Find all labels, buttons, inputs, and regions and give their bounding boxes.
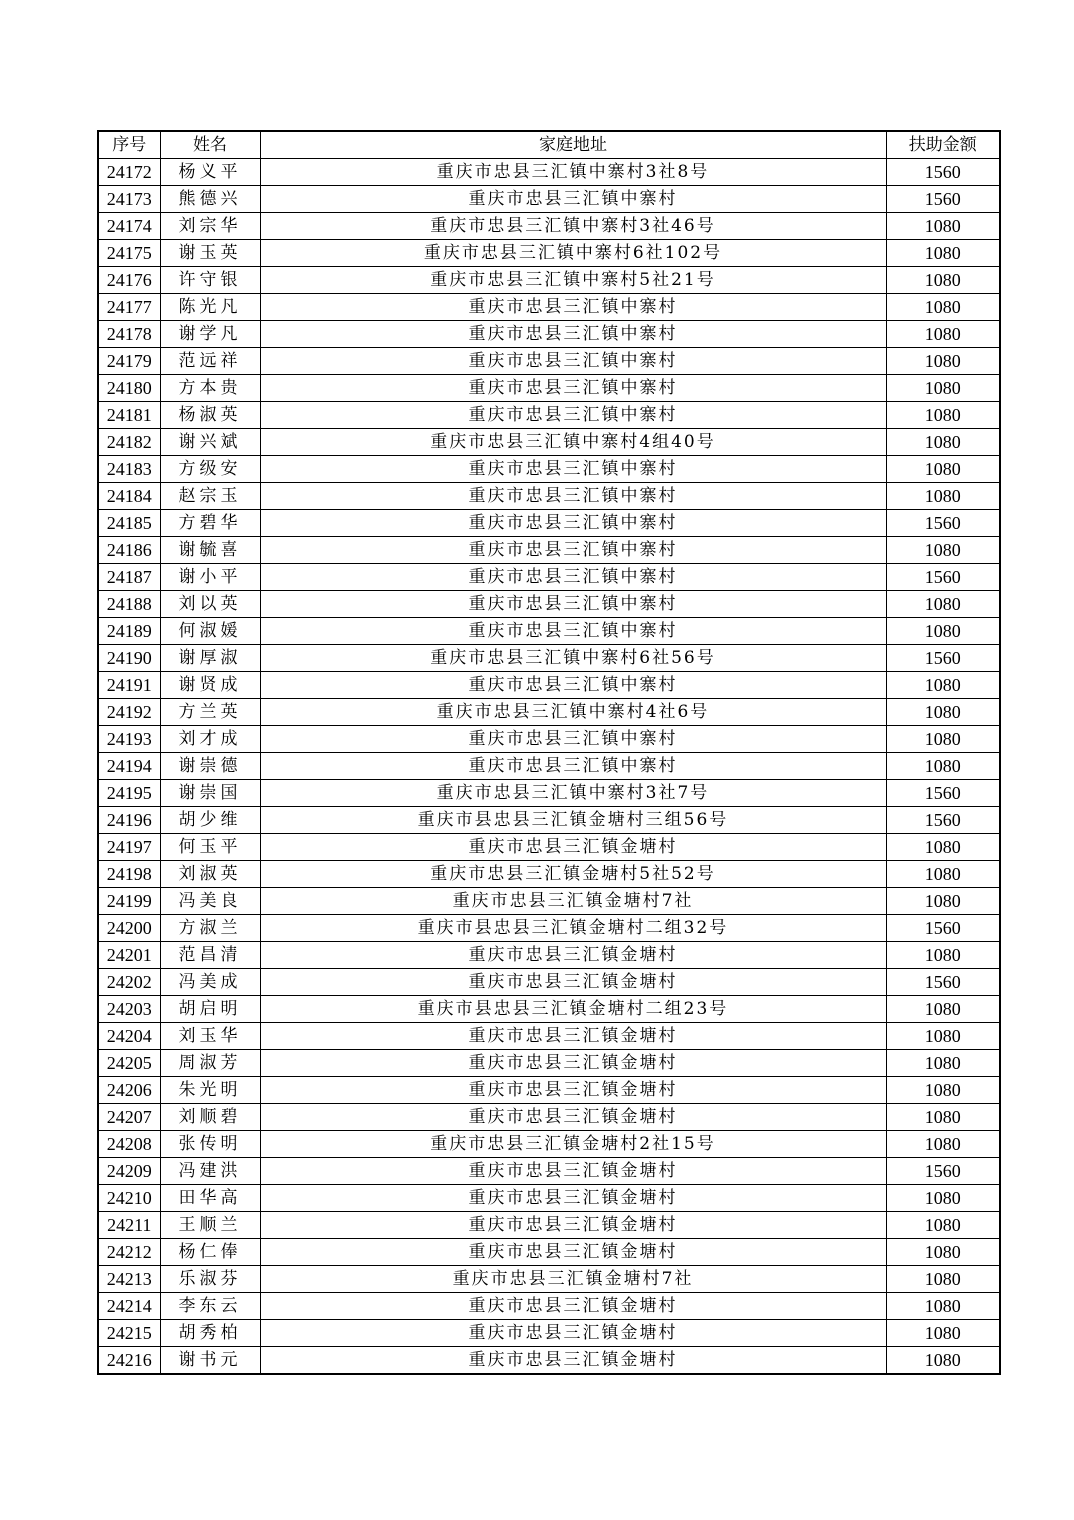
cell-serial: 24181	[98, 402, 160, 429]
cell-serial: 24206	[98, 1077, 160, 1104]
cell-address: 重庆市忠县三汇镇中寨村	[260, 483, 886, 510]
cell-serial: 24185	[98, 510, 160, 537]
cell-name: 谢兴斌	[160, 429, 260, 456]
cell-address: 重庆市忠县三汇镇中寨村3社8号	[260, 159, 886, 186]
cell-address: 重庆市忠县三汇镇中寨村6社102号	[260, 240, 886, 267]
cell-address: 重庆市忠县三汇镇中寨村3社7号	[260, 780, 886, 807]
cell-serial: 24199	[98, 888, 160, 915]
cell-serial: 24203	[98, 996, 160, 1023]
cell-name: 谢学凡	[160, 321, 260, 348]
cell-serial: 24183	[98, 456, 160, 483]
header-serial: 序号	[98, 131, 160, 159]
cell-serial: 24192	[98, 699, 160, 726]
cell-name: 王顺兰	[160, 1212, 260, 1239]
table-row	[98, 672, 1000, 699]
table-row	[98, 888, 1000, 915]
cell-name: 刘宗华	[160, 213, 260, 240]
cell-amount: 1560	[886, 159, 1000, 186]
cell-serial: 24195	[98, 780, 160, 807]
cell-address: 重庆市忠县三汇镇中寨村	[260, 564, 886, 591]
cell-serial: 24200	[98, 915, 160, 942]
table-row	[98, 1023, 1000, 1050]
table-row	[98, 1104, 1000, 1131]
cell-amount: 1080	[886, 1239, 1000, 1266]
cell-amount: 1080	[886, 294, 1000, 321]
cell-amount: 1080	[886, 1023, 1000, 1050]
cell-serial: 24191	[98, 672, 160, 699]
cell-amount: 1080	[886, 1104, 1000, 1131]
cell-address: 重庆市忠县三汇镇金塘村	[260, 1239, 886, 1266]
cell-amount: 1080	[886, 240, 1000, 267]
cell-name: 胡少维	[160, 807, 260, 834]
header-amount: 扶助金额	[886, 131, 1000, 159]
cell-serial: 24213	[98, 1266, 160, 1293]
cell-name: 谢玉英	[160, 240, 260, 267]
cell-amount: 1080	[886, 348, 1000, 375]
cell-address: 重庆市县忠县三汇镇金塘村二组32号	[260, 915, 886, 942]
cell-name: 乐淑芬	[160, 1266, 260, 1293]
cell-serial: 24174	[98, 213, 160, 240]
cell-amount: 1080	[886, 942, 1000, 969]
table-row	[98, 429, 1000, 456]
table-row	[98, 267, 1000, 294]
cell-name: 谢毓喜	[160, 537, 260, 564]
table-row	[98, 726, 1000, 753]
cell-amount: 1080	[886, 1266, 1000, 1293]
cell-name: 冯美良	[160, 888, 260, 915]
table-row	[98, 915, 1000, 942]
cell-address: 重庆市忠县三汇镇中寨村	[260, 618, 886, 645]
table-row	[98, 321, 1000, 348]
cell-address: 重庆市忠县三汇镇中寨村4社6号	[260, 699, 886, 726]
cell-name: 方级安	[160, 456, 260, 483]
header-name: 姓名	[160, 131, 260, 159]
cell-serial: 24215	[98, 1320, 160, 1347]
table-row	[98, 456, 1000, 483]
table-row	[98, 564, 1000, 591]
cell-amount: 1080	[886, 834, 1000, 861]
cell-amount: 1080	[886, 591, 1000, 618]
cell-name: 方本贵	[160, 375, 260, 402]
cell-name: 冯美成	[160, 969, 260, 996]
table-row	[98, 1347, 1000, 1375]
cell-name: 赵宗玉	[160, 483, 260, 510]
cell-amount: 1080	[886, 456, 1000, 483]
cell-serial: 24207	[98, 1104, 160, 1131]
cell-amount: 1080	[886, 861, 1000, 888]
table-row	[98, 1050, 1000, 1077]
cell-amount: 1080	[886, 537, 1000, 564]
table-row	[98, 537, 1000, 564]
cell-address: 重庆市忠县三汇镇中寨村	[260, 375, 886, 402]
cell-name: 范昌清	[160, 942, 260, 969]
cell-serial: 24190	[98, 645, 160, 672]
table-row	[98, 1293, 1000, 1320]
cell-serial: 24189	[98, 618, 160, 645]
cell-address: 重庆市忠县三汇镇中寨村	[260, 294, 886, 321]
cell-name: 冯建洪	[160, 1158, 260, 1185]
cell-name: 何玉平	[160, 834, 260, 861]
cell-amount: 1560	[886, 564, 1000, 591]
cell-serial: 24201	[98, 942, 160, 969]
cell-serial: 24198	[98, 861, 160, 888]
table-row	[98, 483, 1000, 510]
table-row	[98, 1131, 1000, 1158]
cell-name: 刘才成	[160, 726, 260, 753]
cell-serial: 24211	[98, 1212, 160, 1239]
cell-serial: 24209	[98, 1158, 160, 1185]
table-row	[98, 834, 1000, 861]
table-header-row	[98, 131, 1000, 159]
cell-name: 刘玉华	[160, 1023, 260, 1050]
cell-address: 重庆市忠县三汇镇中寨村	[260, 402, 886, 429]
cell-amount: 1080	[886, 672, 1000, 699]
table-row	[98, 1158, 1000, 1185]
cell-serial: 24197	[98, 834, 160, 861]
table-row	[98, 1077, 1000, 1104]
cell-amount: 1560	[886, 510, 1000, 537]
cell-address: 重庆市县忠县三汇镇金塘村二组23号	[260, 996, 886, 1023]
subsidy-table	[97, 130, 1001, 1375]
table-row	[98, 699, 1000, 726]
cell-amount: 1080	[886, 699, 1000, 726]
cell-address: 重庆市忠县三汇镇中寨村	[260, 321, 886, 348]
cell-address: 重庆市忠县三汇镇金塘村	[260, 1023, 886, 1050]
cell-address: 重庆市忠县三汇镇中寨村	[260, 591, 886, 618]
cell-address: 重庆市忠县三汇镇中寨村6社56号	[260, 645, 886, 672]
header-address: 家庭地址	[260, 131, 886, 159]
cell-serial: 24205	[98, 1050, 160, 1077]
cell-serial: 24176	[98, 267, 160, 294]
cell-name: 杨淑英	[160, 402, 260, 429]
cell-serial: 24210	[98, 1185, 160, 1212]
cell-serial: 24182	[98, 429, 160, 456]
cell-amount: 1080	[886, 1293, 1000, 1320]
cell-serial: 24193	[98, 726, 160, 753]
cell-amount: 1560	[886, 915, 1000, 942]
cell-name: 杨义平	[160, 159, 260, 186]
cell-name: 朱光明	[160, 1077, 260, 1104]
cell-address: 重庆市忠县三汇镇中寨村	[260, 672, 886, 699]
table-row	[98, 996, 1000, 1023]
cell-name: 方碧华	[160, 510, 260, 537]
cell-name: 谢崇国	[160, 780, 260, 807]
cell-amount: 1080	[886, 1185, 1000, 1212]
table-row	[98, 753, 1000, 780]
table-row	[98, 159, 1000, 186]
cell-amount: 1560	[886, 645, 1000, 672]
cell-amount: 1080	[886, 618, 1000, 645]
cell-amount: 1560	[886, 807, 1000, 834]
cell-address: 重庆市忠县三汇镇中寨村	[260, 348, 886, 375]
cell-address: 重庆市忠县三汇镇金塘村	[260, 942, 886, 969]
cell-serial: 24173	[98, 186, 160, 213]
cell-address: 重庆市忠县三汇镇金塘村	[260, 1347, 886, 1375]
cell-address: 重庆市忠县三汇镇金塘村2社15号	[260, 1131, 886, 1158]
cell-serial: 24214	[98, 1293, 160, 1320]
cell-serial: 24179	[98, 348, 160, 375]
cell-serial: 24187	[98, 564, 160, 591]
table-row	[98, 618, 1000, 645]
cell-address: 重庆市忠县三汇镇金塘村	[260, 1077, 886, 1104]
cell-name: 方淑兰	[160, 915, 260, 942]
cell-address: 重庆市忠县三汇镇金塘村7社	[260, 888, 886, 915]
cell-address: 重庆市忠县三汇镇金塘村	[260, 969, 886, 996]
cell-amount: 1080	[886, 1212, 1000, 1239]
table-row	[98, 1212, 1000, 1239]
table-row	[98, 213, 1000, 240]
cell-address: 重庆市忠县三汇镇中寨村	[260, 753, 886, 780]
table-row	[98, 510, 1000, 537]
cell-name: 刘淑英	[160, 861, 260, 888]
cell-name: 谢崇德	[160, 753, 260, 780]
cell-address: 重庆市忠县三汇镇金塘村	[260, 1158, 886, 1185]
table-row	[98, 807, 1000, 834]
cell-amount: 1080	[886, 267, 1000, 294]
table-row	[98, 1320, 1000, 1347]
cell-amount: 1560	[886, 969, 1000, 996]
cell-amount: 1080	[886, 429, 1000, 456]
cell-serial: 24178	[98, 321, 160, 348]
cell-address: 重庆市忠县三汇镇金塘村	[260, 834, 886, 861]
table-row	[98, 348, 1000, 375]
cell-name: 杨仁俸	[160, 1239, 260, 1266]
cell-name: 张传明	[160, 1131, 260, 1158]
table-row	[98, 591, 1000, 618]
cell-serial: 24196	[98, 807, 160, 834]
cell-name: 谢贤成	[160, 672, 260, 699]
cell-address: 重庆市忠县三汇镇中寨村	[260, 510, 886, 537]
cell-amount: 1080	[886, 1050, 1000, 1077]
table-row	[98, 942, 1000, 969]
table-body	[98, 159, 1000, 1375]
cell-serial: 24186	[98, 537, 160, 564]
table-row	[98, 294, 1000, 321]
cell-address: 重庆市县忠县三汇镇金塘村三组56号	[260, 807, 886, 834]
cell-address: 重庆市忠县三汇镇金塘村	[260, 1212, 886, 1239]
cell-name: 熊德兴	[160, 186, 260, 213]
cell-amount: 1560	[886, 780, 1000, 807]
table-row	[98, 1239, 1000, 1266]
cell-serial: 24172	[98, 159, 160, 186]
cell-name: 谢小平	[160, 564, 260, 591]
cell-name: 刘顺碧	[160, 1104, 260, 1131]
cell-name: 许守银	[160, 267, 260, 294]
cell-address: 重庆市忠县三汇镇中寨村5社21号	[260, 267, 886, 294]
cell-name: 田华高	[160, 1185, 260, 1212]
table-row	[98, 969, 1000, 996]
cell-serial: 24175	[98, 240, 160, 267]
cell-serial: 24188	[98, 591, 160, 618]
cell-serial: 24216	[98, 1347, 160, 1375]
table-row	[98, 861, 1000, 888]
table-row	[98, 780, 1000, 807]
table-row	[98, 645, 1000, 672]
cell-amount: 1080	[886, 402, 1000, 429]
cell-amount: 1080	[886, 1320, 1000, 1347]
cell-name: 谢书元	[160, 1347, 260, 1375]
cell-amount: 1080	[886, 1131, 1000, 1158]
cell-amount: 1080	[886, 753, 1000, 780]
cell-address: 重庆市忠县三汇镇金塘村	[260, 1320, 886, 1347]
cell-amount: 1080	[886, 1347, 1000, 1375]
cell-name: 何淑媛	[160, 618, 260, 645]
cell-name: 胡启明	[160, 996, 260, 1023]
cell-address: 重庆市忠县三汇镇中寨村3社46号	[260, 213, 886, 240]
cell-amount: 1080	[886, 996, 1000, 1023]
cell-name: 刘以英	[160, 591, 260, 618]
cell-address: 重庆市忠县三汇镇金塘村	[260, 1104, 886, 1131]
cell-serial: 24177	[98, 294, 160, 321]
cell-amount: 1080	[886, 483, 1000, 510]
cell-serial: 24194	[98, 753, 160, 780]
table-row	[98, 186, 1000, 213]
table-row	[98, 375, 1000, 402]
cell-address: 重庆市忠县三汇镇金塘村	[260, 1185, 886, 1212]
cell-name: 谢厚淑	[160, 645, 260, 672]
cell-amount: 1560	[886, 186, 1000, 213]
table-row	[98, 402, 1000, 429]
cell-amount: 1080	[886, 1077, 1000, 1104]
cell-address: 重庆市忠县三汇镇金塘村	[260, 1293, 886, 1320]
cell-amount: 1080	[886, 321, 1000, 348]
cell-name: 周淑芳	[160, 1050, 260, 1077]
cell-name: 范远祥	[160, 348, 260, 375]
table-row	[98, 240, 1000, 267]
cell-amount: 1080	[886, 888, 1000, 915]
cell-name: 方兰英	[160, 699, 260, 726]
cell-amount: 1080	[886, 726, 1000, 753]
cell-address: 重庆市忠县三汇镇中寨村	[260, 726, 886, 753]
cell-address: 重庆市忠县三汇镇中寨村	[260, 186, 886, 213]
cell-serial: 24204	[98, 1023, 160, 1050]
cell-serial: 24208	[98, 1131, 160, 1158]
cell-serial: 24202	[98, 969, 160, 996]
cell-name: 胡秀柏	[160, 1320, 260, 1347]
cell-address: 重庆市忠县三汇镇金塘村7社	[260, 1266, 886, 1293]
cell-address: 重庆市忠县三汇镇中寨村4组40号	[260, 429, 886, 456]
subsidy-table-container	[97, 130, 1001, 1375]
cell-name: 陈光凡	[160, 294, 260, 321]
cell-amount: 1080	[886, 213, 1000, 240]
cell-address: 重庆市忠县三汇镇中寨村	[260, 537, 886, 564]
cell-serial: 24212	[98, 1239, 160, 1266]
table-row	[98, 1185, 1000, 1212]
table-row	[98, 1266, 1000, 1293]
cell-address: 重庆市忠县三汇镇金塘村5社52号	[260, 861, 886, 888]
cell-address: 重庆市忠县三汇镇金塘村	[260, 1050, 886, 1077]
cell-address: 重庆市忠县三汇镇中寨村	[260, 456, 886, 483]
cell-name: 李东云	[160, 1293, 260, 1320]
cell-serial: 24184	[98, 483, 160, 510]
cell-serial: 24180	[98, 375, 160, 402]
cell-amount: 1560	[886, 1158, 1000, 1185]
cell-amount: 1080	[886, 375, 1000, 402]
